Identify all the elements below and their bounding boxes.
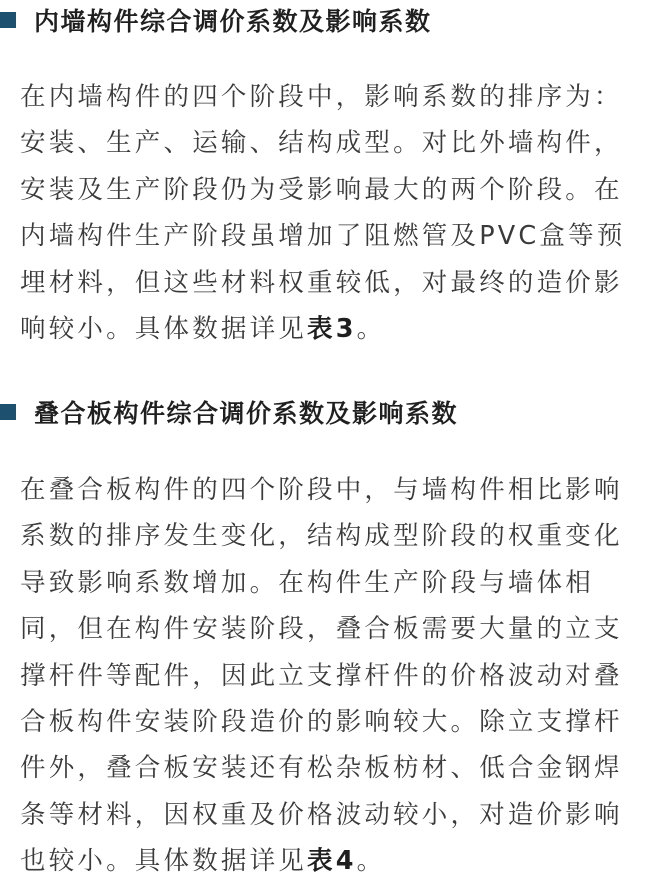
table-reference: 表3: [307, 314, 357, 345]
square-bullet-icon: [0, 404, 16, 420]
paragraph-line: 同，但在构件安装阶段，叠合板需要大量的立支: [20, 614, 623, 645]
paragraph-line: 撑杆件等配件，因此立支撑杆件的价格波动对叠: [20, 660, 623, 691]
paragraph-line: 安装及生产阶段仍为受影响最大的两个阶段。在: [20, 174, 623, 205]
paragraph-line: 系数的排序发生变化，结构成型阶段的权重变化: [20, 521, 623, 552]
paragraph-line: 安装、生产、运输、结构成型。对比外墙构件，: [20, 128, 623, 159]
end-punctuation: 。: [356, 846, 386, 877]
section-heading: [0, 0, 671, 40]
paragraph-line: 埋材料，但这些材料权重较低，对最终的造价影: [20, 267, 623, 298]
section-paragraph: [20, 74, 665, 352]
section-title: 叠合板构件综合调价系数及影响系数: [34, 399, 459, 428]
section-interior-wall: [0, 0, 671, 40]
paragraph-line: 条等材料，因权重及价格波动较小，对造价影响: [20, 799, 623, 830]
section-heading: [0, 392, 671, 432]
section-composite-slab: [0, 392, 671, 432]
table-reference: 表4: [307, 846, 357, 877]
paragraph-line: 在内墙构件的四个阶段中，影响系数的排序为：: [20, 82, 623, 112]
paragraph-line: 内墙构件生产阶段虽增加了阻燃管及PVC盒等预: [20, 221, 626, 252]
paragraph-last-line: [20, 838, 665, 884]
section-paragraph: [20, 467, 665, 885]
square-bullet-icon: [0, 12, 16, 28]
paragraph-line: 在叠合板构件的四个阶段中，与墙构件相比影响: [20, 475, 623, 505]
end-punctuation: 。: [356, 314, 386, 345]
paragraph-line: 合板构件安装阶段造价的影响较大。除立支撑杆: [20, 707, 623, 738]
paragraph-line-text: 响较小。具体数据详见: [20, 314, 308, 345]
paragraph-line: 件外，叠合板安装还有松杂板枋材、低合金钢焊: [20, 753, 623, 784]
paragraph-line-text: 也较小。具体数据详见: [20, 846, 308, 877]
paragraph-line: 导致影响系数增加。在构件生产阶段与墙体相: [20, 567, 595, 598]
paragraph-last-line: [20, 306, 665, 352]
section-title: 内墙构件综合调价系数及影响系数: [34, 7, 432, 36]
